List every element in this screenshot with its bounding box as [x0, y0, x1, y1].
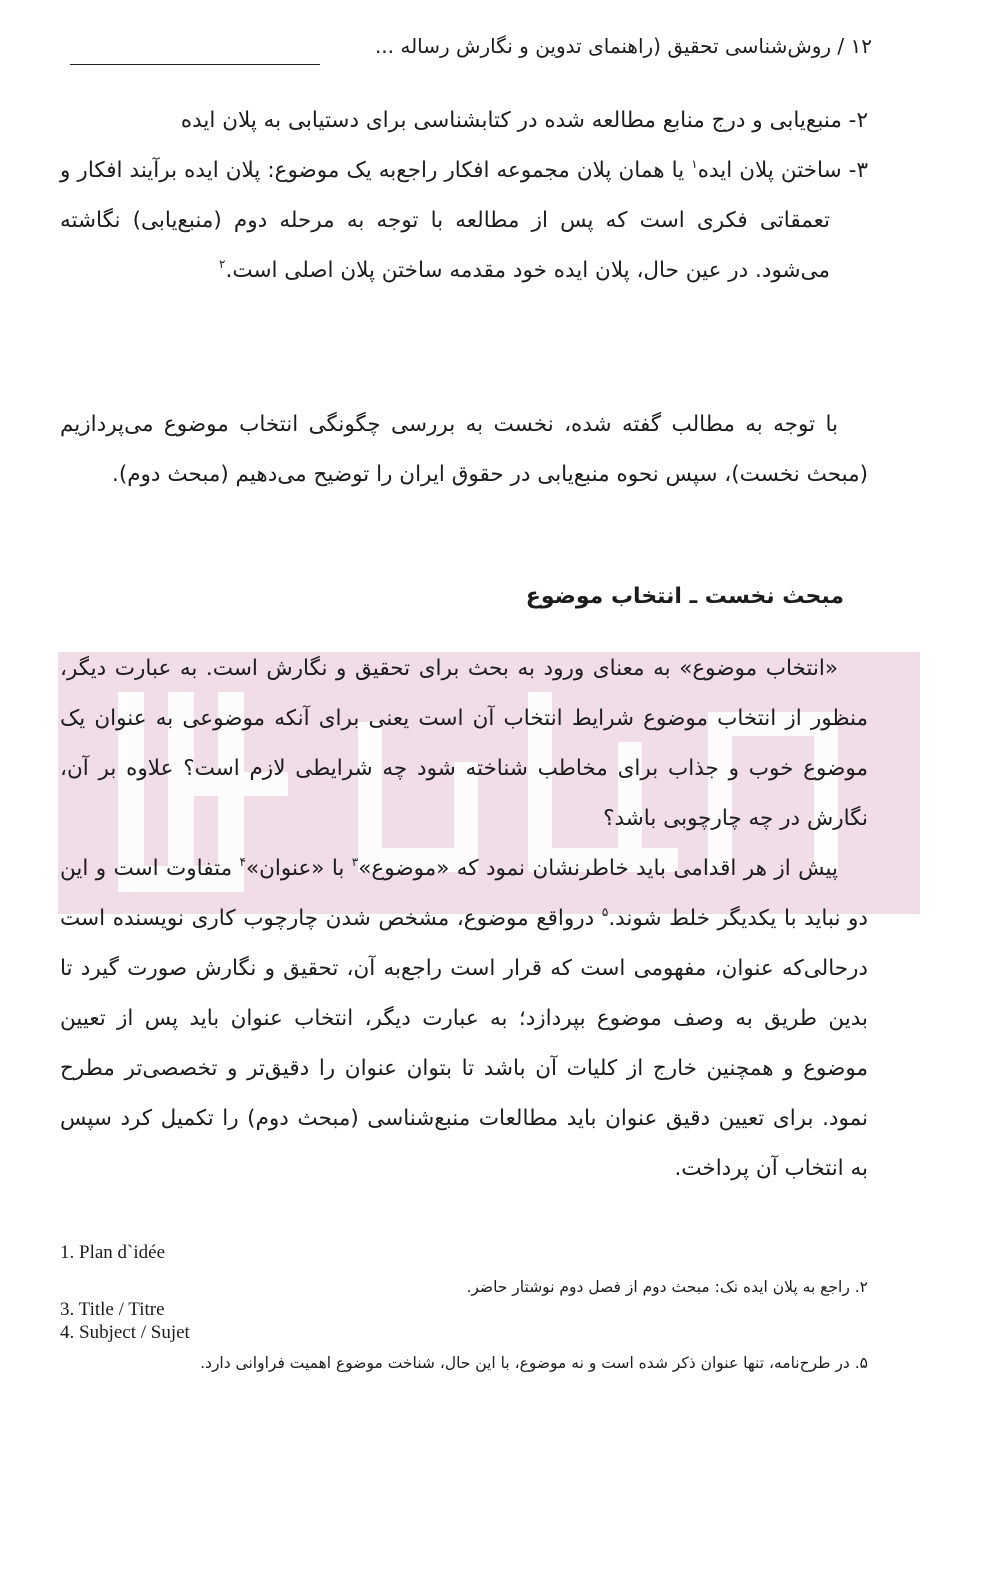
paragraph-text: درواقع موضوع، مشخص شدن چارچوب کاری نویسنده است درحالی‌که عنوان، مفهومی است که قرار است راجع‌به آن، تحقیق و نگارش صورت گیرد تا بدین طریق به وصف موضوع بپردازد؛ به عبارت دیگر، انتخاب عنوان باید پس از تعیین موضوع و همچنین خارج از کلیات آن باشد تا بتوان عنوان را دقیق‌تر و تخصصی‌تر مطرح نمود. برای تعیین دقیق عنوان باید مطالعات منبع‌شناسی (مبحث دوم) را تکمیل کرد سپس به انتخاب آن پرداخت.: [60, 906, 868, 1181]
footnote-ref: ۱: [691, 157, 698, 171]
numbered-list: [60, 96, 868, 296]
section-paragraph: [60, 844, 868, 1194]
paragraph-text: متفاوت است و این دو نباید با یکدیگر خلط شوند.: [60, 856, 869, 931]
footnote-item: ۲. راجع به پلان ایده نک: مبحث دوم از فصل دوم نوشتار حاضر.: [466, 1278, 868, 1296]
section-heading: مبحث نخست ـ انتخاب موضوع: [525, 584, 844, 609]
footnote-ref: ۲: [219, 257, 226, 271]
section-body: [60, 644, 868, 1194]
footnote-ref: ۵: [601, 905, 609, 919]
header-rule: [70, 64, 320, 65]
footnote-item: 4. Subject / Sujet: [60, 1322, 190, 1343]
footnote-ref: ۴: [239, 855, 246, 869]
intro-paragraph: با توجه به مطالب گفته شده، نخست به بررسی چگونگی انتخاب موضوع می‌پردازیم (مبحث نخست)، سپس نحوه منبع‌یابی در حقوق ایران را توضیح می‌دهیم (مبحث دوم).: [60, 412, 868, 487]
footnote-item: 1. Plan d`idée: [60, 1242, 166, 1263]
paragraph-text: با «عنوان»: [245, 856, 352, 881]
list-item: ۲- منبع‌یابی و درج منابع مطالعه شده در کتابشناسی برای دستیابی به پلان ایده: [180, 108, 868, 133]
list-item: [60, 146, 868, 296]
intro-paragraph-block: [60, 400, 868, 500]
section-paragraph: «انتخاب موضوع» به معنای ورود به بحث برای تحقیق و نگارش است. به عبارت دیگر، منظور از انتخاب موضوع شرایط انتخاب آن است یعنی برای آنکه موضوعی به عنوان یک موضوع خوب و جذاب برای مخاطب شناخته شود چه شرایطی لازم است؟ علاوه بر آن، نگارش در چه چارچوبی باشد؟: [60, 656, 868, 831]
running-header-title: ۱۲ / روش‌شناسی تحقیق (راهنمای تدوین و نگارش رساله ...: [374, 34, 872, 58]
footnote-item: 3. Title / Titre: [60, 1299, 165, 1320]
footnote-ref: ۳: [351, 855, 359, 869]
list-item-text: یا همان پلان مجموعه افکار راجع‌به یک موضوع: پلان ایده برآیند افکار و تعمقاتی فکری است که پس از مطالعه با توجه به مرحله دوم (منبع‌یابی) نگاشته می‌شود. در عین حال، پلان ایده خود مقدمه ساختن پلان اصلی است.: [60, 158, 830, 283]
list-item-text: ۳- ساختن پلان ایده: [697, 158, 868, 183]
running-header: [60, 34, 872, 68]
footnote-item: ۵. در طرح‌نامه، تنها عنوان ذکر شده است و نه موضوع، با این حال، شناخت موضوع اهمیت فراوانی دارد.: [200, 1354, 868, 1372]
paragraph-text: پیش از هر اقدامی باید خاطرنشان نمود که «موضوع»: [358, 856, 838, 881]
